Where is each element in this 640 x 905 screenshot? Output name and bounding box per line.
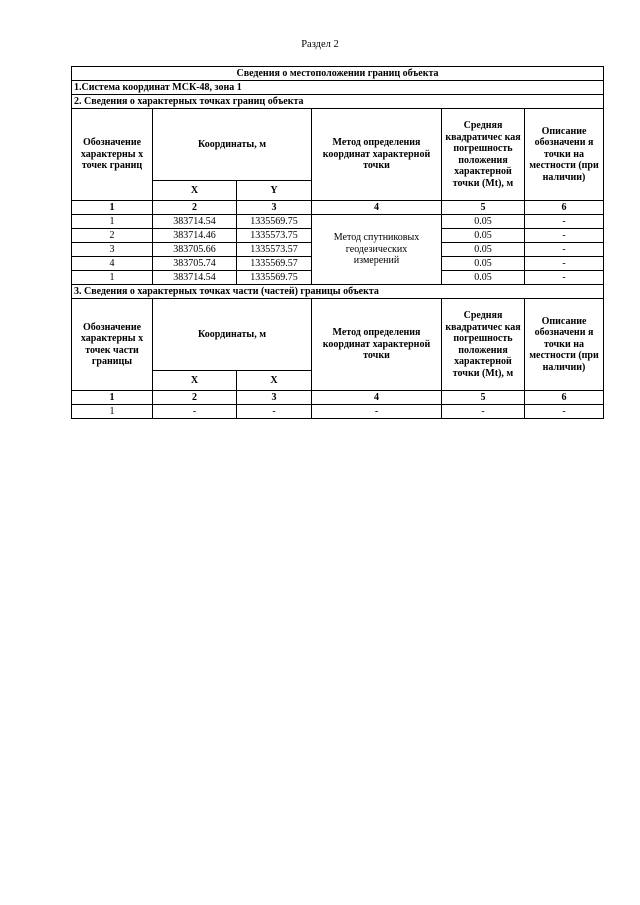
column-number: 6	[525, 201, 604, 215]
part3-header-coordinates: Координаты, м	[153, 299, 312, 371]
error-value: 0.05	[442, 215, 525, 229]
method-value: Метод спутниковых геодезических измерений	[312, 215, 442, 285]
part2-header-description: Описание обозначени я точки на местности (при наличии)	[525, 109, 604, 201]
coordinate-system: 1.Система координат МСК-48, зона 1	[72, 81, 604, 95]
part3-header-y: X	[237, 371, 312, 391]
coordinate-system-row	[72, 81, 604, 95]
part3-header-designation: Обозначение характерны х точек части границы	[72, 299, 153, 391]
column-number: 2	[153, 391, 237, 405]
table-title-row	[72, 67, 604, 81]
table-row	[72, 405, 604, 419]
boundary-table	[71, 66, 604, 419]
part2-header-x: X	[153, 181, 237, 201]
part3-title: 3. Сведения о характерных точках части (частей) границы объекта	[72, 285, 604, 299]
point-number: 1	[72, 215, 153, 229]
column-number: 5	[442, 201, 525, 215]
part2-title-row	[72, 95, 604, 109]
part3-title-row	[72, 285, 604, 299]
point-number: 4	[72, 257, 153, 271]
column-number: 1	[72, 391, 153, 405]
coord-y: 1335569.75	[237, 271, 312, 285]
point-number: 3	[72, 243, 153, 257]
part3-header-description: Описание обозначени я точки на местности (при наличии)	[525, 299, 604, 391]
coord-x: 383714.54	[153, 215, 237, 229]
error-value: 0.05	[442, 229, 525, 243]
error-value: 0.05	[442, 243, 525, 257]
error-value: -	[442, 405, 525, 419]
part3-header-error: Средняя квадратичес кая погрешность положения характерной точки (Mt), м	[442, 299, 525, 391]
error-value: 0.05	[442, 271, 525, 285]
coord-x: 383714.46	[153, 229, 237, 243]
description-value: -	[525, 271, 604, 285]
error-value: 0.05	[442, 257, 525, 271]
method-value: -	[312, 405, 442, 419]
coord-x: 383705.66	[153, 243, 237, 257]
coord-y: 1335569.75	[237, 215, 312, 229]
description-value: -	[525, 243, 604, 257]
part3-header-row	[72, 299, 604, 371]
part3-header-x: X	[153, 371, 237, 391]
part2-header-y: Y	[237, 181, 312, 201]
column-number: 3	[237, 201, 312, 215]
part2-header-error: Средняя квадратичес кая погрешность положения характерной точки (Mt), м	[442, 109, 525, 201]
description-value: -	[525, 215, 604, 229]
coord-y: 1335573.75	[237, 229, 312, 243]
part3-header-method: Метод определения координат характерной точки	[312, 299, 442, 391]
point-number: 1	[72, 405, 153, 419]
section-title: Раздел 2	[301, 39, 339, 50]
coord-y: -	[237, 405, 312, 419]
table-title: Сведения о местоположении границ объекта	[72, 67, 604, 81]
part2-column-numbers	[72, 201, 604, 215]
description-value: -	[525, 229, 604, 243]
part2-header-method: Метод определения координат характерной точки	[312, 109, 442, 201]
description-value: -	[525, 405, 604, 419]
point-number: 2	[72, 229, 153, 243]
part2-header-coordinates: Координаты, м	[153, 109, 312, 181]
part2-header-designation: Обозначение характерны х точек границ	[72, 109, 153, 201]
column-number: 1	[72, 201, 153, 215]
coord-x: 383705.74	[153, 257, 237, 271]
column-number: 5	[442, 391, 525, 405]
column-number: 6	[525, 391, 604, 405]
part3-column-numbers	[72, 391, 604, 405]
point-number: 1	[72, 271, 153, 285]
column-number: 3	[237, 391, 312, 405]
coord-y: 1335569.57	[237, 257, 312, 271]
description-value: -	[525, 257, 604, 271]
part2-title: 2. Сведения о характерных точках границ объекта	[72, 95, 604, 109]
column-number: 4	[312, 391, 442, 405]
table-row	[72, 215, 604, 229]
coord-y: 1335573.57	[237, 243, 312, 257]
column-number: 2	[153, 201, 237, 215]
column-number: 4	[312, 201, 442, 215]
coord-x: 383714.54	[153, 271, 237, 285]
coord-x: -	[153, 405, 237, 419]
part2-header-row	[72, 109, 604, 181]
